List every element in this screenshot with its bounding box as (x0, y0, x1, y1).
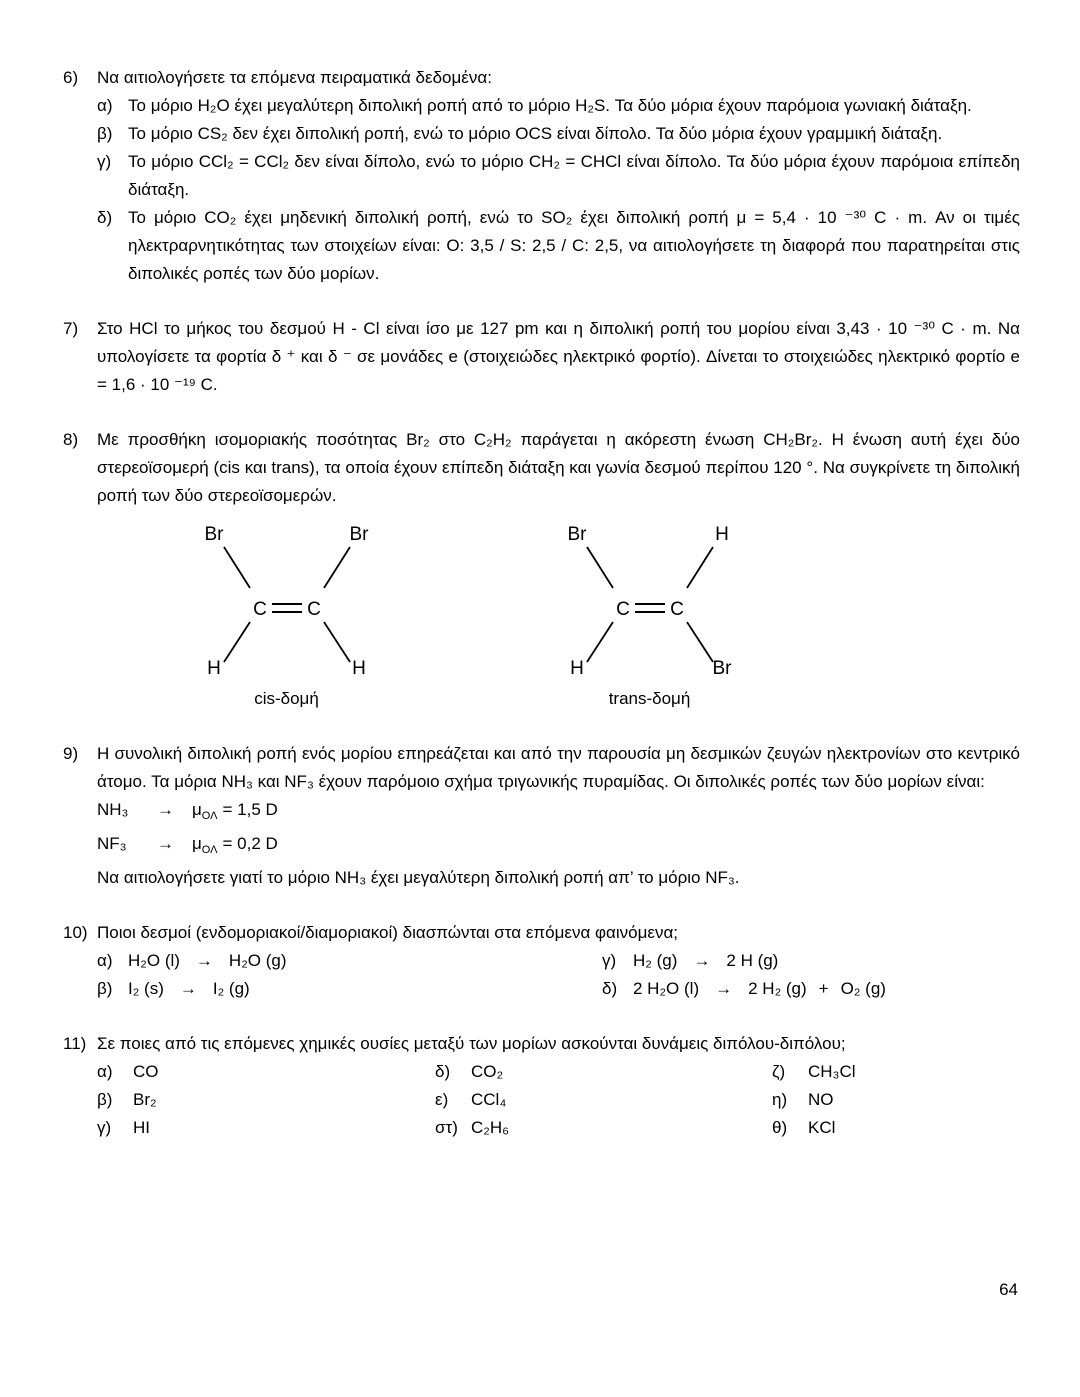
reaction-rhs: 2 H₂ (g) (748, 979, 807, 998)
question-9 (63, 740, 1020, 892)
question-7-number: 7) (63, 319, 79, 338)
item-label: δ) (435, 1062, 451, 1081)
item-label: α) (97, 1062, 113, 1081)
bond-line (687, 622, 713, 662)
question-6-item-d (97, 204, 1020, 288)
substance-formula: KCl (808, 1118, 836, 1137)
substance-formula: CCl₄ (471, 1090, 507, 1109)
item-text: Το μόριο CO₂ έχει μηδενική διπολική ροπή, ενώ το SO₂ έχει διπολική ροπή μ = 5,4 · 10 ⁻³⁰ C · m. Αν οι τιμές ηλεκτραρνητικότητας των στοιχείων είναι: O: 3,5 / S: 2,5 / C: 2,5, να αιτιολογήσετε τη διαφορά που παρατηρείται στις διπολικές ροπές των δύο μορίων. (128, 208, 1020, 283)
bond-line (587, 547, 613, 588)
bond-line (224, 622, 250, 662)
question-6-intro: Να αιτιολογήσετε τα επόμενα πειραματικά δεδομένα: (97, 68, 492, 87)
dipole-line-nh3 (97, 796, 1020, 830)
substance-formula: CH₃Cl (808, 1062, 856, 1081)
substance-item (435, 1114, 772, 1142)
atom-label: C (307, 599, 321, 620)
substance-list (97, 1058, 1020, 1142)
question-11-number: 11) (63, 1034, 87, 1053)
reaction-lhs: H₂ (g) (633, 951, 678, 970)
formula: NF₃ (97, 834, 127, 853)
arrow-icon: → (693, 951, 711, 970)
reaction-rhs-2: O₂ (g) (840, 979, 886, 998)
atom-label: H (207, 658, 221, 676)
question-8 (63, 426, 1020, 713)
question-10-number: 10) (63, 923, 88, 942)
mu-symbol: μ (192, 834, 202, 853)
item-label: ζ) (772, 1062, 786, 1081)
substance-formula: C₂H₆ (471, 1118, 510, 1137)
atom-label: C (670, 599, 684, 620)
isomer-figures (169, 516, 1020, 713)
question-6-item-b (97, 120, 1020, 148)
bond-line (324, 547, 350, 588)
question-11-intro: Σε ποιες από τις επόμενες χημικές ουσίες μεταξύ των μορίων ασκούνται δυνάμεις διπόλου-διπόλου; (97, 1034, 846, 1053)
reaction-lhs: H₂O (l) (128, 951, 180, 970)
item-text: Το μόριο H₂O έχει μεγαλύτερη διπολική ροπή από το μόριο H₂S. Τα δύο μόρια έχουν παρόμοια γωνιακή διάταξη. (128, 96, 972, 115)
mu-subscript: ΟΛ (201, 844, 218, 856)
reaction-lhs: I₂ (s) (128, 979, 164, 998)
item-label: θ) (772, 1118, 788, 1137)
substance-formula: NO (808, 1090, 834, 1109)
reaction-item-c (602, 947, 1020, 975)
question-8-number: 8) (63, 430, 79, 449)
atom-label: Br (567, 524, 587, 545)
bond-line (587, 622, 613, 662)
substance-item (97, 1114, 435, 1142)
arrow-icon: → (157, 800, 174, 819)
item-label: γ) (602, 951, 617, 970)
reaction-item-a (97, 947, 602, 975)
substance-formula: CO₂ (471, 1062, 504, 1081)
formula: NH₃ (97, 800, 129, 819)
atom-label: H (570, 658, 584, 676)
question-9-number: 9) (63, 744, 79, 763)
atom-label: H (352, 658, 366, 676)
question-6-number: 6) (63, 68, 79, 87)
dipole-line-nf3 (97, 830, 1020, 864)
substance-formula: HI (133, 1118, 150, 1137)
reaction-rhs: 2 H (g) (726, 951, 779, 970)
question-6-item-a (97, 92, 1020, 120)
item-text: Το μόριο CS₂ δεν έχει διπολική ροπή, ενώ το μόριο OCS είναι δίπολο. Τα δύο μόρια έχουν γραμμική διάταξη. (128, 124, 943, 143)
cis-structure-drawing (169, 516, 404, 676)
atom-label: Br (204, 524, 224, 545)
substance-item (772, 1058, 1020, 1086)
trans-structure-drawing (532, 516, 767, 676)
question-9-intro: Η συνολική διπολική ροπή ενός μορίου επηρεάζεται και από την παρουσία μη δεσμικών ζευγών ηλεκτρονίων στο κεντρικό άτομο. Τα μόρια NH₃ και NF₃ έχουν παρόμοιο σχήμα τριγωνικής πυραμίδας. Οι διπολικές ροπές των δύο μορίων είναι: (97, 744, 1020, 791)
item-label: γ) (97, 1118, 112, 1137)
item-label: β) (97, 1090, 113, 1109)
atom-label: H (715, 524, 729, 545)
reaction-item-d (602, 975, 1020, 1003)
substance-item (97, 1086, 435, 1114)
item-label: στ) (435, 1118, 458, 1137)
reaction-item-b (97, 975, 602, 1003)
item-label: δ) (602, 979, 618, 998)
question-6 (63, 64, 1020, 288)
bond-line (324, 622, 350, 662)
cis-structure-caption: cis-δομή (254, 689, 319, 708)
item-label: β) (97, 124, 113, 143)
dipole-value: = 1,5 D (222, 800, 278, 819)
item-label: η) (772, 1090, 788, 1109)
cis-structure-figure (169, 516, 404, 713)
substance-item (772, 1086, 1020, 1114)
substance-item (97, 1058, 435, 1086)
reaction-rhs: I₂ (g) (212, 979, 250, 998)
reaction-lhs: 2 H₂O (l) (633, 979, 700, 998)
arrow-icon: → (179, 979, 197, 998)
question-6-item-c (97, 148, 1020, 204)
item-label: γ) (97, 152, 112, 171)
arrow-icon: → (157, 834, 174, 853)
item-label: α) (97, 96, 113, 115)
arrow-icon: → (195, 951, 213, 970)
atom-label: C (253, 599, 267, 620)
question-10-intro: Ποιοι δεσμοί (ενδομοριακοί/διαμοριακοί) διασπώνται στα επόμενα φαινόμενα; (97, 923, 679, 942)
trans-structure-figure (532, 516, 767, 713)
item-label: β) (97, 979, 113, 998)
item-label: ε) (435, 1090, 449, 1109)
atom-label: C (616, 599, 630, 620)
reaction-list (97, 947, 1020, 1003)
question-10 (63, 919, 1020, 1003)
question-7 (63, 315, 1020, 399)
question-9-outro: Να αιτιολογήσετε γιατί το μόριο NH₃ έχει μεγαλύτερη διπολική ροπή απ’ το μόριο NF₃. (97, 868, 740, 887)
arrow-icon: → (715, 979, 733, 998)
bond-line (687, 547, 713, 588)
substance-item (435, 1086, 772, 1114)
substance-formula: CO (133, 1062, 159, 1081)
item-text: Το μόριο CCl₂ = CCl₂ δεν είναι δίπολο, ενώ το μόριο CH₂ = CHCl είναι δίπολο. Τα δύο μόρια έχουν παρόμοια επίπεδη διάταξη. (128, 152, 1020, 199)
question-8-text: Με προσθήκη ισομοριακής ποσότητας Br₂ στο C₂H₂ παράγεται η ακόρεστη ένωση CH₂Br₂. Η ένωση αυτή έχει δύο στερεοϊσομερή (cis και trans), τα οποία έχουν επίπεδη διάταξη και γωνία δεσμού περίπου 120 °. Να συγκρίνετε τη διπολική ροπή των δύο στερεοϊσομερών. (97, 430, 1020, 505)
dipole-value: = 0,2 D (222, 834, 278, 853)
plus-sign: + (818, 979, 829, 998)
mu-symbol: μ (192, 800, 202, 819)
trans-structure-caption: trans-δομή (608, 689, 691, 708)
question-11 (63, 1030, 1020, 1142)
atom-label: Br (349, 524, 369, 545)
substance-formula: Br₂ (133, 1090, 157, 1109)
question-7-text: Στο HCl το μήκος του δεσμού H - Cl είναι ίσο με 127 pm και η διπολική ροπή του μορίου είναι 3,43 · 10 ⁻³⁰ C · m. Να υπολογίσετε τα φορτία δ ⁺ και δ ⁻ σε μονάδες e (στοιχειώδες ηλεκτρικό φορτίο). Δίνεται το στοιχειώδες ηλεκτρικό φορτίο e = 1,6 · 10 ⁻¹⁹ C. (97, 319, 1020, 394)
item-label: δ) (97, 208, 113, 227)
bond-line (224, 547, 250, 588)
mu-subscript: ΟΛ (201, 810, 218, 822)
substance-item (772, 1114, 1020, 1142)
atom-label: Br (712, 658, 732, 676)
page-number: 64 (999, 1280, 1018, 1299)
substance-item (435, 1058, 772, 1086)
item-label: α) (97, 951, 113, 970)
reaction-rhs: H₂O (g) (228, 951, 287, 970)
